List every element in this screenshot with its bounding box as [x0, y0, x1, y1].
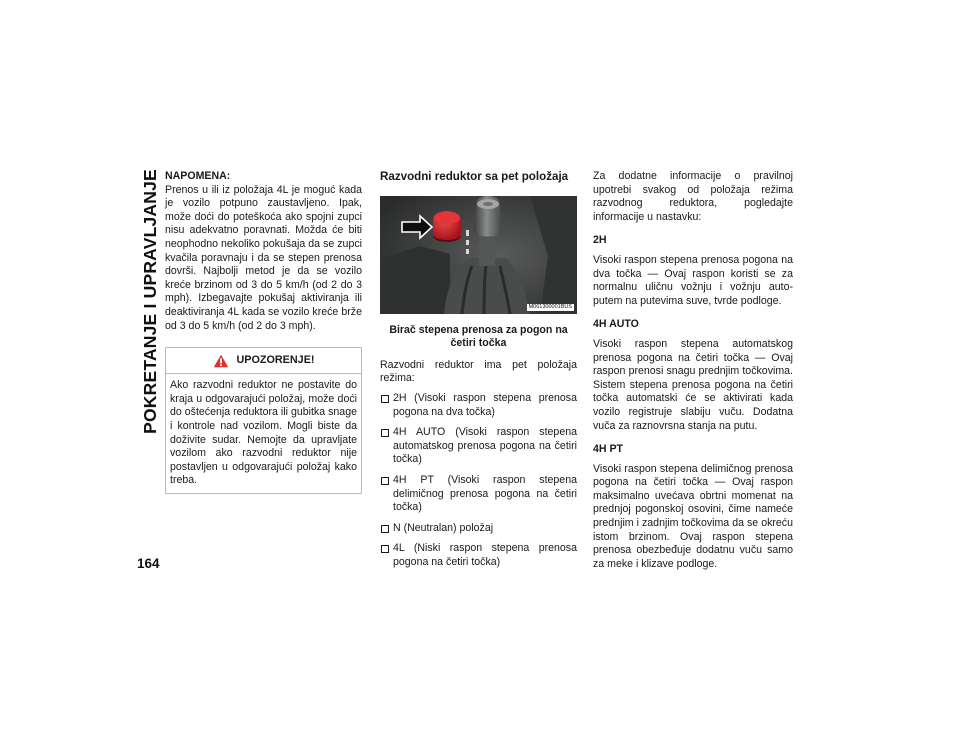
square-bullet-icon: [381, 429, 389, 437]
modes-intro: Razvodni reduktor ima pet položaja režima:: [380, 358, 577, 385]
section-text-2h: Visoki raspon stepena prenosa pogona na dva točka — Ovaj raspon koristi se za normalnu uličnu vožnju i vožnju auto-putem na putevima suve, tvrde podloge.: [593, 253, 793, 307]
warning-title: UPOZORENJE!: [236, 354, 315, 367]
warning-box: [165, 347, 362, 494]
section-title-4h-auto: 4H AUTO: [593, 318, 639, 331]
warning-body: [166, 374, 361, 493]
photo-caption: Birač stepena prenosa za pogon na četiri točka: [389, 323, 568, 350]
warning-text: Ako razvodni reduktor ne postavite do kraja u odgovarajući položaj, može doći do oštećenja reduktora ili gubitka snage i kontrole nad vozilom. Mogli biste da doživite sudar. Nemojte da upravljate vozilom ako razvodni reduktor nije postavljen u odgovarajući položaj kako treba.: [170, 379, 357, 487]
section-text-4h-auto: Visoki raspon stepena automatskog prenosa pogona na četiri točka — Ovaj raspon prenosi snagu prednjim točkovima. Sistem stepena prenosa pogona na četiri točka automatski će se aktivirati kada vozilo registruje slabiju vuču. Dodatna vuča za raznovrsna stanja na putu.: [593, 337, 793, 432]
shifter-illustration: [380, 196, 577, 314]
section-title-2h: 2H: [593, 234, 607, 247]
list-item-text: 4L (Niski raspon stepena prenosa pogona na četiri točka): [393, 542, 577, 568]
square-bullet-icon: [381, 525, 389, 533]
list-item-text: 2H (Visoki raspon stepena prenosa pogona na dva točka): [393, 391, 577, 418]
page-number: 164: [137, 556, 160, 571]
list-item: [380, 392, 577, 419]
section-heading: Razvodni reduktor sa pet položaja: [380, 170, 569, 183]
chapter-side-title: [137, 168, 163, 434]
warning-triangle-icon: [213, 354, 229, 368]
list-item: [380, 426, 577, 467]
note-text: Prenos u ili iz položaja 4L je moguć kada je vozilo potpuno zaustavljeno. Ipak, može doći do poteškoća ako spojni zupci nisu adekvatno poravnati. Možda će biti neophodno nekoliko pokušaja da se zupci kvačila poravnaju i da se stepen prenosa dovrši. Najbolji metod je da se vozilo kreće brzinom od 3 do 5 km/h (od 2 do 3 mph). Izbegavajte pokušaj aktiviranja ili deaktiviranja 4L kada se vozilo kreće brže od 3 do 5 km/h (od 2 do 3 mph).: [165, 183, 362, 332]
image-code-label: M061300001BUS: [528, 303, 572, 310]
list-item-text: N (Neutralan) položaj: [393, 521, 494, 534]
column-right: [593, 170, 793, 571]
chapter-title-text: POKRETANJE I UPRAVLJANJE: [139, 168, 160, 434]
column-left: [165, 170, 362, 494]
section-title-4h-pt: 4H PT: [593, 443, 624, 456]
transfer-case-shifter-photo: [380, 196, 577, 314]
mode-list: [380, 392, 577, 570]
note-title: NAPOMENA:: [165, 170, 231, 182]
square-bullet-icon: [381, 545, 389, 553]
square-bullet-icon: [381, 477, 389, 485]
list-item-text: 4H PT (Visoki raspon stepena delimičnog prenosa pogona na četiri točka): [393, 473, 577, 514]
list-item: [380, 542, 577, 569]
list-item: [380, 474, 577, 515]
list-item-text: 4H AUTO (Visoki raspon stepena automatskog prenosa pogona na četiri točka): [393, 426, 577, 466]
section-text-4h-pt: Visoki raspon stepena delimičnog prenosa pogona na četiri točka — Ovaj raspon maksimalno uvećava obrtni momenat na prednjoj pogonskoj osovini, čime nameće prednjim i zadnjim točkovima da se okreću istom brzinom. Ovaj raspon stepena prenosa obezbeđuje dodatnu vuču samo za meke i klizave podloge.: [593, 462, 793, 570]
square-bullet-icon: [381, 395, 389, 403]
column-middle: [380, 170, 577, 577]
info-intro: Za dodatne informacije o pravilnoj upotrebi svakog od položaja režima razvodnog reduktora, pogledajte informacije u nastavku:: [593, 170, 793, 223]
warning-header: [166, 348, 361, 374]
list-item: [380, 522, 577, 536]
